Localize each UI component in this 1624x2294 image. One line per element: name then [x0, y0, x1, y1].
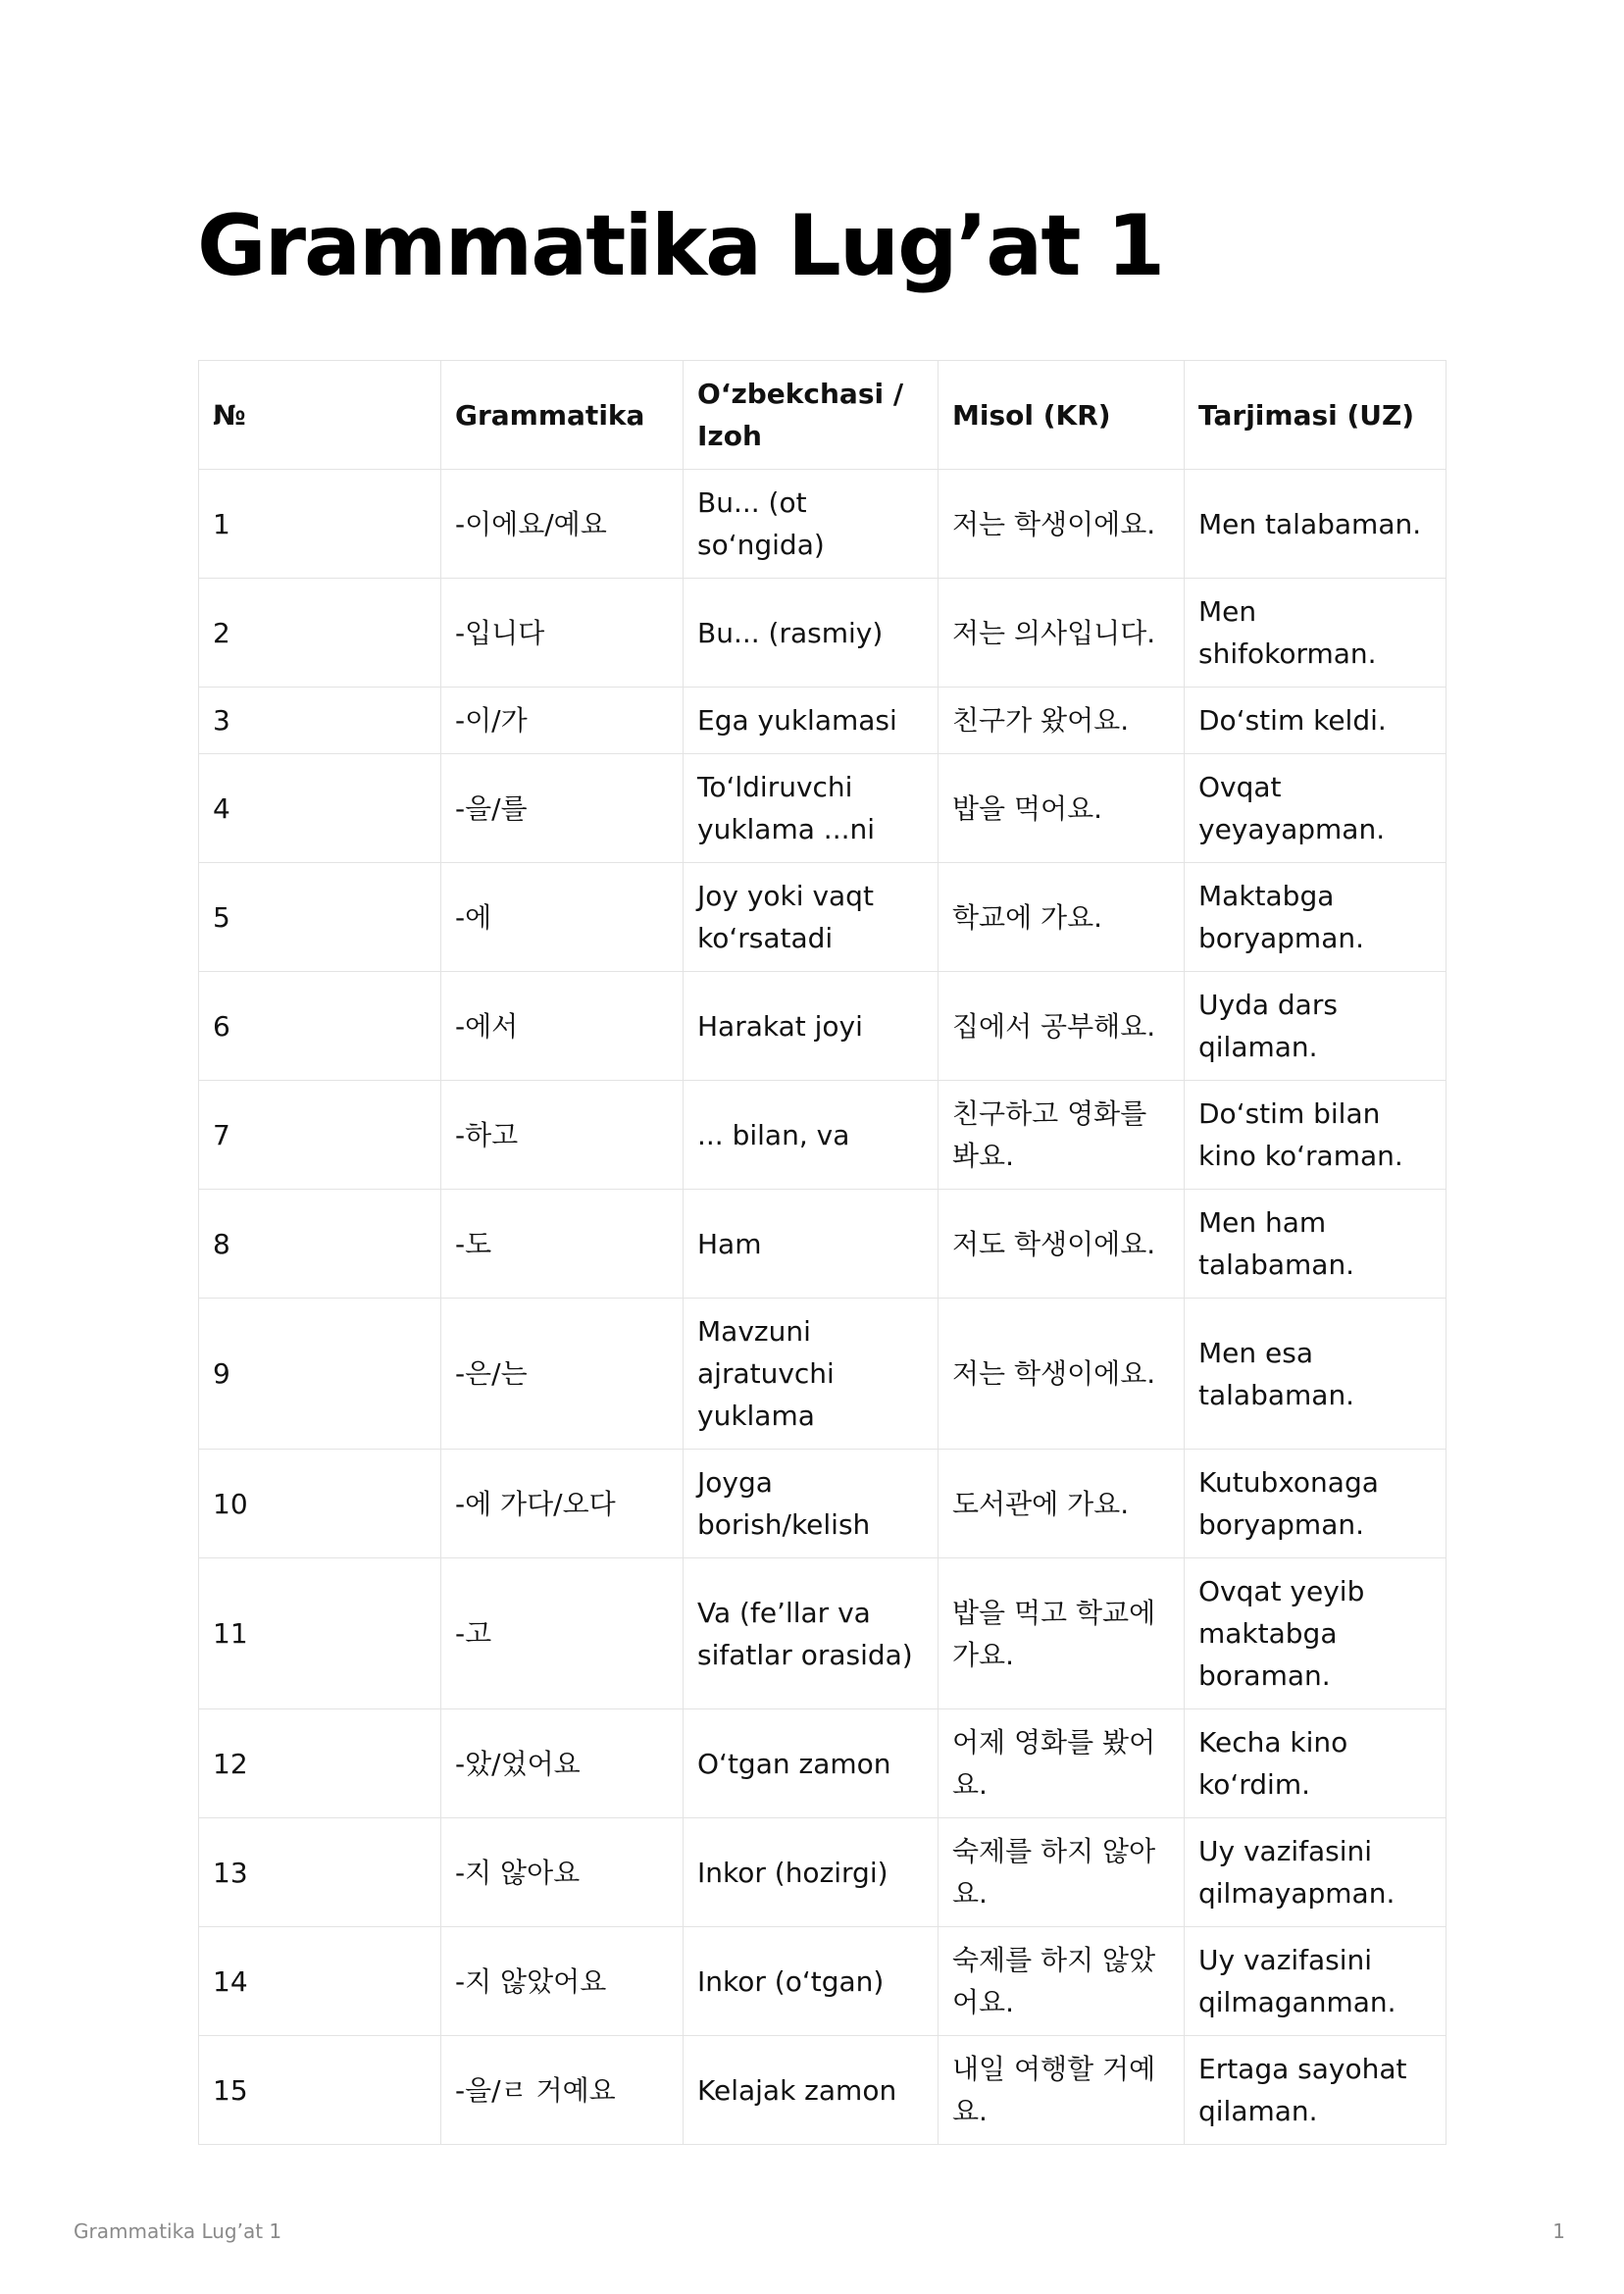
cell-example: 학교에 가요. [939, 863, 1185, 972]
cell-grammar: -았/었어요 [441, 1709, 684, 1818]
cell-grammar: -입니다 [441, 579, 684, 688]
cell-explanation: Joy yoki vaqt ko‘rsatadi [684, 863, 939, 972]
cell-grammar: -지 않았어요 [441, 1927, 684, 2036]
cell-translation: Ovqat yeyib maktabga boraman. [1185, 1558, 1446, 1709]
cell-grammar: -도 [441, 1190, 684, 1299]
table-row [199, 754, 1446, 863]
cell-explanation: Bu... (rasmiy) [684, 579, 939, 688]
cell-translation: Men talabaman. [1185, 470, 1446, 579]
cell-explanation: Inkor (o‘tgan) [684, 1927, 939, 2036]
cell-number: 14 [199, 1927, 441, 2036]
cell-translation: Men ham talabaman. [1185, 1190, 1446, 1299]
table-row [199, 1927, 1446, 2036]
cell-explanation: Kelajak zamon [684, 2036, 939, 2145]
cell-grammar: -에서 [441, 972, 684, 1081]
cell-grammar: -에 가다/오다 [441, 1450, 684, 1558]
cell-translation: Ovqat yeyayapman. [1185, 754, 1446, 863]
cell-example: 저는 학생이에요. [939, 1299, 1185, 1450]
cell-explanation: Bu... (ot so‘ngida) [684, 470, 939, 579]
cell-grammar: -이/가 [441, 688, 684, 754]
cell-example: 친구하고 영화를 봐요. [939, 1081, 1185, 1190]
table-row [199, 1450, 1446, 1558]
header-grammar: Grammatika [441, 361, 684, 470]
cell-example: 어제 영화를 봤어요. [939, 1709, 1185, 1818]
cell-translation: Men esa talabaman. [1185, 1299, 1446, 1450]
cell-grammar: -고 [441, 1558, 684, 1709]
cell-translation: Men shifokorman. [1185, 579, 1446, 688]
cell-number: 5 [199, 863, 441, 972]
cell-number: 9 [199, 1299, 441, 1450]
cell-translation: Uy vazifasini qilmaganman. [1185, 1927, 1446, 2036]
cell-example: 내일 여행할 거예요. [939, 2036, 1185, 2145]
cell-explanation: Inkor (hozirgi) [684, 1818, 939, 1927]
cell-explanation: O‘tgan zamon [684, 1709, 939, 1818]
cell-number: 15 [199, 2036, 441, 2145]
cell-example: 밥을 먹고 학교에 가요. [939, 1558, 1185, 1709]
table-row [199, 972, 1446, 1081]
cell-explanation: To‘ldiruvchi yuklama ...ni [684, 754, 939, 863]
cell-explanation: Va (fe’llar va sifatlar orasida) [684, 1558, 939, 1709]
cell-translation: Ertaga sayohat qilaman. [1185, 2036, 1446, 2145]
page-title: Grammatika Lug’at 1 [197, 197, 1164, 295]
cell-number: 12 [199, 1709, 441, 1818]
cell-grammar: -지 않아요 [441, 1818, 684, 1927]
header-number: № [199, 361, 441, 470]
cell-example: 집에서 공부해요. [939, 972, 1185, 1081]
cell-grammar: -을/ㄹ 거예요 [441, 2036, 684, 2145]
cell-number: 11 [199, 1558, 441, 1709]
cell-example: 저는 학생이에요. [939, 470, 1185, 579]
table-row [199, 579, 1446, 688]
cell-number: 8 [199, 1190, 441, 1299]
table-row [199, 1190, 1446, 1299]
cell-number: 6 [199, 972, 441, 1081]
cell-grammar: -에 [441, 863, 684, 972]
cell-number: 3 [199, 688, 441, 754]
table-row [199, 2036, 1446, 2145]
cell-translation: Kecha kino ko‘rdim. [1185, 1709, 1446, 1818]
cell-grammar: -은/는 [441, 1299, 684, 1450]
cell-explanation: Ham [684, 1190, 939, 1299]
cell-explanation: Ega yuklamasi [684, 688, 939, 754]
grammar-table-container [198, 360, 1446, 2145]
footer-page-number: 1 [1552, 2219, 1565, 2243]
table-row [199, 1299, 1446, 1450]
cell-grammar: -이에요/예요 [441, 470, 684, 579]
table-row [199, 1818, 1446, 1927]
cell-example: 저도 학생이에요. [939, 1190, 1185, 1299]
table-row [199, 863, 1446, 972]
table-row [199, 1709, 1446, 1818]
cell-explanation: Mavzuni ajratuvchi yuklama [684, 1299, 939, 1450]
table-header-row [199, 361, 1446, 470]
cell-example: 숙제를 하지 않아요. [939, 1818, 1185, 1927]
table-row [199, 688, 1446, 754]
cell-grammar: -하고 [441, 1081, 684, 1190]
cell-translation: Uy vazifasini qilmayapman. [1185, 1818, 1446, 1927]
table-row [199, 470, 1446, 579]
cell-explanation: ... bilan, va [684, 1081, 939, 1190]
cell-example: 밥을 먹어요. [939, 754, 1185, 863]
header-translation-uzbek: Tarjimasi (UZ) [1185, 361, 1446, 470]
cell-translation: Uyda dars qilaman. [1185, 972, 1446, 1081]
cell-number: 2 [199, 579, 441, 688]
cell-example: 숙제를 하지 않았어요. [939, 1927, 1185, 2036]
cell-number: 1 [199, 470, 441, 579]
cell-number: 13 [199, 1818, 441, 1927]
cell-translation: Maktabga boryapman. [1185, 863, 1446, 972]
cell-number: 4 [199, 754, 441, 863]
cell-explanation: Harakat joyi [684, 972, 939, 1081]
cell-number: 7 [199, 1081, 441, 1190]
cell-explanation: Joyga borish/kelish [684, 1450, 939, 1558]
table-row [199, 1558, 1446, 1709]
grammar-table [198, 360, 1446, 2145]
cell-example: 저는 의사입니다. [939, 579, 1185, 688]
header-example-korean: Misol (KR) [939, 361, 1185, 470]
cell-number: 10 [199, 1450, 441, 1558]
cell-translation: Do‘stim keldi. [1185, 688, 1446, 754]
table-row [199, 1081, 1446, 1190]
cell-translation: Do‘stim bilan kino ko‘raman. [1185, 1081, 1446, 1190]
cell-example: 친구가 왔어요. [939, 688, 1185, 754]
footer-document-title: Grammatika Lug’at 1 [74, 2219, 282, 2243]
header-uzbek-explanation: O‘zbekchasi / Izoh [684, 361, 939, 470]
cell-example: 도서관에 가요. [939, 1450, 1185, 1558]
cell-translation: Kutubxonaga boryapman. [1185, 1450, 1446, 1558]
cell-grammar: -을/를 [441, 754, 684, 863]
